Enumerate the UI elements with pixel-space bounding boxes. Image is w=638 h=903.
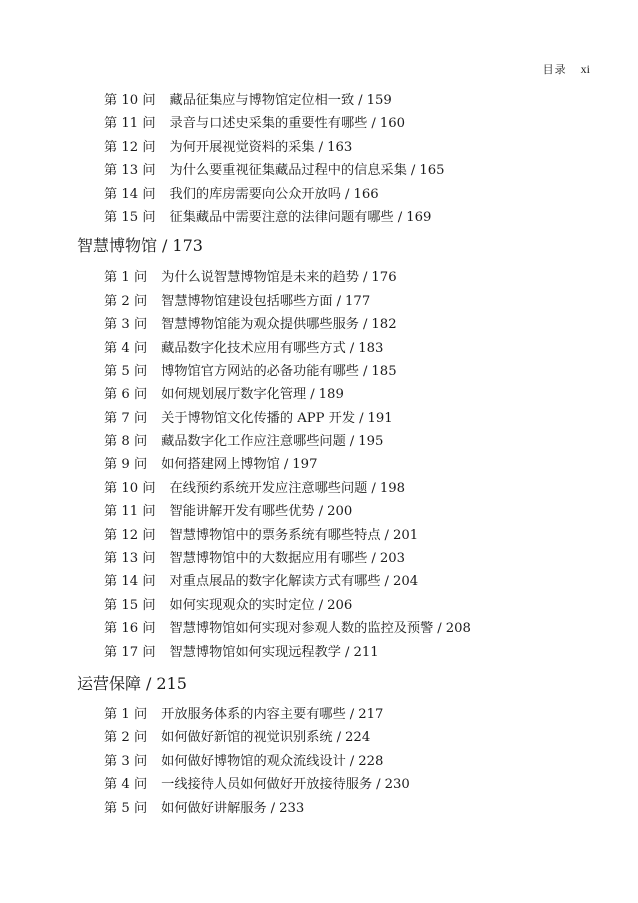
toc-entry[interactable]: 第 14 问 对重点展品的数字化解读方式有哪些 / 204: [0, 570, 638, 593]
page-ref: 211: [353, 644, 379, 660]
question-number: 第 5 问: [104, 800, 148, 816]
question-number: 第 15 问: [104, 209, 156, 225]
section-heading[interactable]: 智慧博物馆 / 173: [77, 236, 203, 256]
question-title: 智能讲解开发有哪些优势: [169, 504, 315, 520]
toc-entry[interactable]: 第 12 问 智慧博物馆中的票务系统有哪些特点 / 201: [0, 524, 638, 547]
page-ref: 206: [327, 597, 353, 613]
toc-entry[interactable]: 第 2 问 智慧博物馆建设包括哪些方面 / 177: [0, 290, 638, 313]
question-number: 第 8 问: [104, 434, 148, 450]
question-title: 对重点展品的数字化解读方式有哪些: [169, 574, 381, 590]
page-ref: 177: [345, 293, 371, 309]
question-title: 智慧博物馆中的大数据应用有哪些: [169, 551, 368, 567]
toc-entry[interactable]: 第 8 问 藏品数字化工作应注意哪些问题 / 195: [0, 430, 638, 453]
question-number: 第 2 问: [104, 730, 148, 746]
page-number: xi: [580, 62, 590, 76]
section-title: 智慧博物馆: [77, 236, 158, 256]
page-ref: 176: [371, 270, 397, 286]
question-number: 第 11 问: [104, 504, 156, 520]
question-number: 第 5 问: [104, 363, 148, 379]
toc-entry[interactable]: 第 11 问 智能讲解开发有哪些优势 / 200: [0, 500, 638, 523]
toc-entry[interactable]: 第 16 问 智慧博物馆如何实现对参观人数的监控及预警 / 208: [0, 617, 638, 640]
question-number: 第 9 问: [104, 457, 148, 473]
toc-entry[interactable]: 第 17 问 智慧博物馆如何实现远程教学 / 211: [0, 641, 638, 664]
toc-entry[interactable]: 第 5 问 博物馆官方网站的必备功能有哪些 / 185: [0, 360, 638, 383]
page-ref: 185: [371, 363, 397, 379]
question-number: 第 2 问: [104, 293, 148, 309]
question-title: 录音与口述史采集的重要性有哪些: [169, 116, 368, 132]
page-ref: 197: [292, 457, 318, 473]
question-title: 我们的库房需要向公众开放吗: [169, 186, 341, 202]
question-title: 如何做好讲解服务: [161, 800, 267, 816]
question-number: 第 3 问: [104, 317, 148, 333]
question-title: 征集藏品中需要注意的法律问题有哪些: [169, 209, 394, 225]
question-title: 藏品征集应与博物馆定位相一致: [169, 93, 355, 108]
question-title: 为何开展视觉资料的采集: [169, 139, 315, 155]
page-ref: 166: [353, 186, 379, 202]
question-number: 第 10 问: [104, 480, 156, 496]
toc-continued-entries: [0, 89, 638, 229]
question-number: 第 14 问: [104, 574, 156, 590]
question-title: 开放服务体系的内容主要有哪些: [161, 706, 346, 722]
question-number: 第 1 问: [104, 270, 148, 286]
question-title: 如何搭建网上博物馆: [161, 457, 280, 473]
page-ref: 200: [327, 504, 353, 520]
toc-entry[interactable]: 第 5 问 如何做好讲解服务 / 233: [0, 797, 638, 820]
toc-entry[interactable]: 第 9 问 如何搭建网上博物馆 / 197: [0, 453, 638, 476]
page-ref: 159: [366, 93, 392, 108]
toc-entry[interactable]: 第 1 问 开放服务体系的内容主要有哪些 / 217: [0, 703, 638, 726]
section-entries: [0, 266, 638, 664]
toc-entry[interactable]: 第 10 问 藏品征集应与博物馆定位相一致 / 159: [0, 89, 638, 112]
running-header: [543, 61, 590, 77]
page-ref: 191: [367, 410, 393, 426]
toc-entry[interactable]: 第 14 问 我们的库房需要向公众开放吗 / 166: [0, 183, 638, 206]
question-title: 智慧博物馆建设包括哪些方面: [161, 293, 333, 309]
toc-entry[interactable]: 第 13 问 为什么要重视征集藏品过程中的信息采集 / 165: [0, 159, 638, 182]
question-title: 智慧博物馆中的票务系统有哪些特点: [169, 527, 381, 543]
toc-entry[interactable]: 第 1 问 为什么说智慧博物馆是未来的趋势 / 176: [0, 266, 638, 289]
question-number: 第 3 问: [104, 753, 148, 769]
question-title: 如何规划展厅数字化管理: [161, 387, 307, 403]
toc-entry[interactable]: 第 15 问 征集藏品中需要注意的法律问题有哪些 / 169: [0, 206, 638, 229]
question-number: 第 7 问: [104, 410, 148, 426]
page-ref: 233: [279, 800, 305, 816]
toc-entry[interactable]: 第 6 问 如何规划展厅数字化管理 / 189: [0, 383, 638, 406]
page-ref: 217: [358, 706, 384, 722]
running-header-label: 目录: [542, 63, 567, 76]
question-number: 第 6 问: [104, 387, 148, 403]
section-page-ref: 215: [156, 673, 187, 693]
question-number: 第 13 问: [104, 551, 156, 567]
question-title: 如何做好新馆的视觉识别系统: [161, 730, 333, 746]
question-number: 第 17 问: [104, 644, 156, 660]
page-ref: 163: [327, 139, 353, 155]
question-title: 如何实现观众的实时定位: [169, 597, 315, 613]
page-ref: 165: [419, 163, 445, 179]
toc-entry[interactable]: 第 3 问 如何做好博物馆的观众流线设计 / 228: [0, 750, 638, 773]
page-ref: 203: [379, 551, 405, 567]
question-title: 如何做好博物馆的观众流线设计: [161, 753, 346, 769]
question-number: 第 4 问: [104, 777, 148, 793]
question-number: 第 4 问: [104, 340, 148, 356]
section-entries: [0, 703, 638, 820]
page-ref: 195: [358, 434, 384, 450]
question-number: 第 16 问: [104, 621, 156, 637]
page-ref: 169: [406, 209, 432, 225]
page-ref: 198: [379, 480, 405, 496]
question-number: 第 12 问: [104, 139, 156, 155]
toc-entry[interactable]: 第 11 问 录音与口述史采集的重要性有哪些 / 160: [0, 112, 638, 135]
question-title: 智慧博物馆如何实现对参观人数的监控及预警: [169, 621, 434, 637]
page-ref: 183: [358, 340, 384, 356]
question-title: 在线预约系统开发应注意哪些问题: [169, 480, 368, 496]
page-ref: 208: [445, 621, 471, 637]
question-number: 第 15 问: [104, 597, 156, 613]
toc-entry[interactable]: 第 3 问 智慧博物馆能为观众提供哪些服务 / 182: [0, 313, 638, 336]
question-title: 藏品数字化技术应用有哪些方式: [161, 340, 346, 356]
page-ref: 204: [393, 574, 419, 590]
question-title: 一线接待人员如何做好开放接待服务: [161, 777, 373, 793]
toc-entry[interactable]: 第 13 问 智慧博物馆中的大数据应用有哪些 / 203: [0, 547, 638, 570]
toc-entry[interactable]: 第 10 问 在线预约系统开发应注意哪些问题 / 198: [0, 477, 638, 500]
section-heading[interactable]: 运营保障 / 215: [77, 673, 187, 693]
page-ref: 224: [345, 730, 371, 746]
page-ref: 160: [379, 116, 405, 132]
question-number: 第 13 问: [104, 163, 156, 179]
section-page-ref: 173: [172, 236, 203, 256]
page-ref: 189: [318, 387, 344, 403]
question-title: 为什么要重视征集藏品过程中的信息采集: [169, 163, 407, 179]
toc-entry[interactable]: 第 4 问 藏品数字化技术应用有哪些方式 / 183: [0, 337, 638, 360]
question-number: 第 11 问: [104, 116, 156, 132]
toc-entry[interactable]: 第 2 问 如何做好新馆的视觉识别系统 / 224: [0, 726, 638, 749]
toc-entry[interactable]: 第 15 问 如何实现观众的实时定位 / 206: [0, 594, 638, 617]
question-number: 第 1 问: [104, 706, 148, 722]
question-title: 为什么说智慧博物馆是未来的趋势: [161, 270, 359, 286]
question-title: 智慧博物馆能为观众提供哪些服务: [161, 317, 359, 333]
question-title: 博物馆官方网站的必备功能有哪些: [161, 363, 359, 379]
toc-entry[interactable]: 第 4 问 一线接待人员如何做好开放接待服务 / 230: [0, 773, 638, 796]
page-ref: 230: [384, 777, 410, 793]
question-title: 关于博物馆文化传播的 APP 开发: [161, 410, 356, 426]
page-ref: 182: [371, 317, 397, 333]
question-title: 智慧博物馆如何实现远程教学: [169, 644, 341, 660]
question-title: 藏品数字化工作应注意哪些问题: [161, 434, 346, 450]
page-ref: 201: [393, 527, 419, 543]
question-number: 第 10 问: [104, 93, 156, 108]
toc-entry[interactable]: 第 7 问 关于博物馆文化传播的 APP 开发 / 191: [0, 407, 638, 430]
page-ref: 228: [358, 753, 384, 769]
question-number: 第 12 问: [104, 527, 156, 543]
table-of-contents: [0, 89, 638, 820]
toc-entry[interactable]: 第 12 问 为何开展视觉资料的采集 / 163: [0, 136, 638, 159]
section-title: 运营保障: [77, 673, 142, 693]
question-number: 第 14 问: [104, 186, 156, 202]
